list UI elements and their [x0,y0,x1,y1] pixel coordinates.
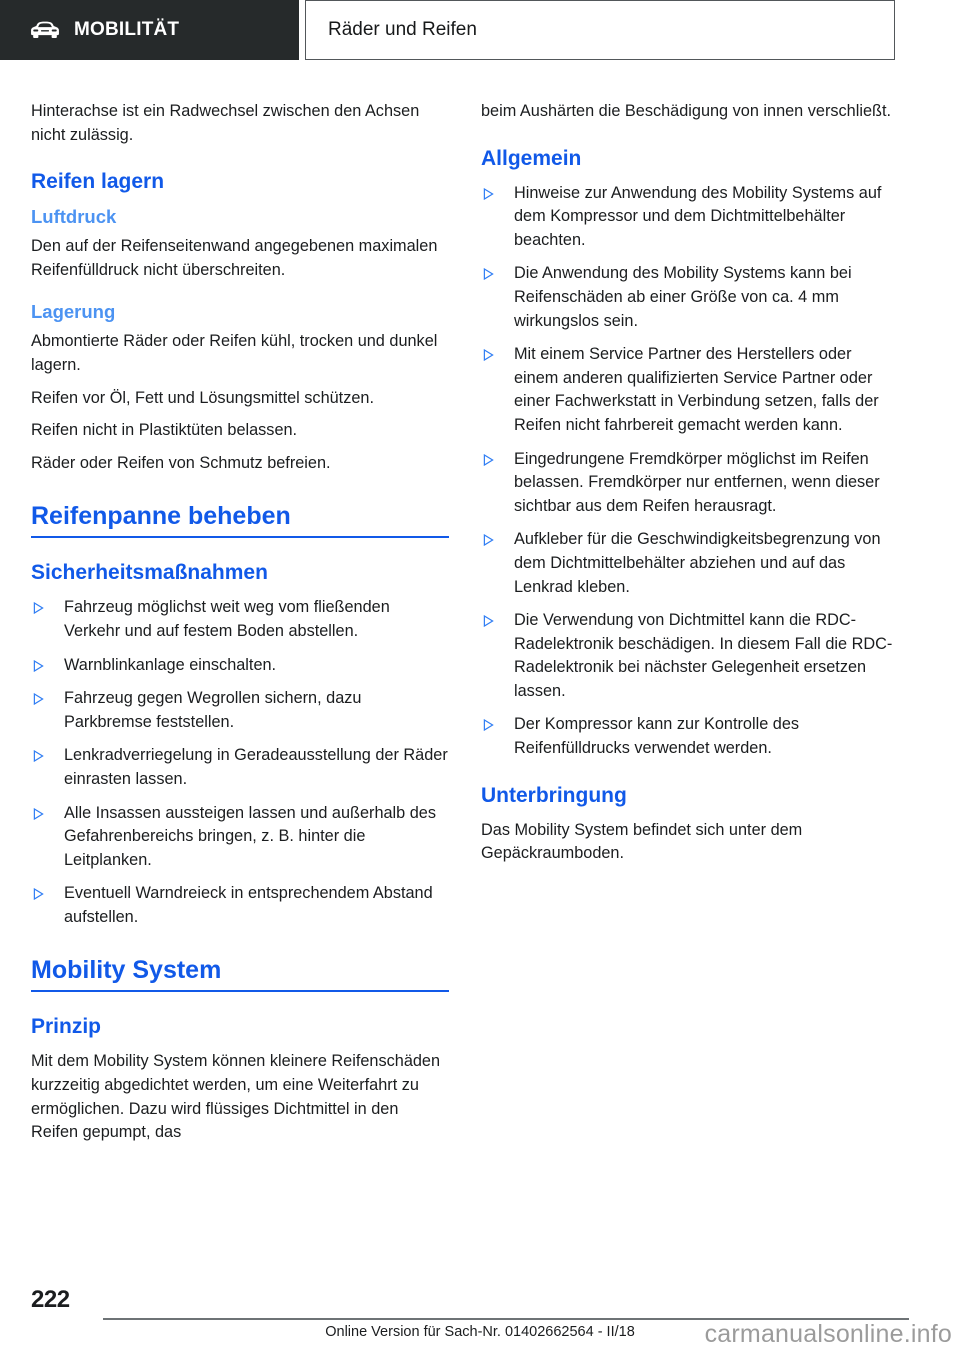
triangle-bullet-icon [483,719,494,731]
page-header [0,0,960,62]
list-item-text: Alle Insassen aussteigen lassen und außerhalb des Gefahrenbereichs bringen, z. B. hinter die Leitplanken. [64,803,436,869]
right-column [481,100,899,878]
heading-luftdruck: Luftdruck [31,206,117,228]
lagerung-paragraph: Reifen vor Öl, Fett und Lösungsmittel schützen. [31,388,374,407]
list-item [481,528,899,599]
list-item [31,654,449,678]
list-item [31,687,449,734]
watermark: carmanualsonline.info [704,1320,952,1348]
unterbringung-paragraph: Das Mobility System befindet sich unter dem Gepäckraumboden. [481,820,803,863]
triangle-bullet-icon [33,888,44,900]
list-item [481,713,899,760]
heading-sicherheitsmassnahmen: Sicherheitsmaßnahmen [31,561,268,585]
heading-unterbringung: Unterbringung [481,783,627,807]
lagerung-paragraph: Abmontierte Räder oder Reifen kühl, trocken und dunkel lagern. [31,332,438,374]
list-item [481,448,899,519]
lagerung-paragraph: Räder oder Reifen von Schmutz befreien. [31,453,331,472]
intro-paragraph: Hinterachse ist ein Radwechsel zwischen den Achsen nicht zulässig. [31,102,420,144]
triangle-bullet-icon [33,602,44,614]
left-column [31,100,449,1157]
list-item [31,596,449,643]
list-item-text: Der Kompressor kann zur Kontrolle des Reifenfülldrucks verwendet werden. [514,715,800,758]
luftdruck-paragraph: Den auf der Reifenseitenwand angegebenen maximalen Reifenfülldruck nicht überschreiten. [31,237,438,279]
list-item-text: Warnblinkanlage einschalten. [64,655,277,674]
list-item [31,744,449,791]
footer-note: Online Version für Sach-Nr. 01402662564 - II/18 [325,1324,635,1340]
heading-mobility-system: Mobility System [31,955,449,992]
triangle-bullet-icon [483,349,494,361]
heading-allgemein: Allgemein [481,146,582,170]
list-item-text: Fahrzeug gegen Wegrollen sichern, dazu Parkbremse feststellen. [64,689,362,731]
chapter-tab[interactable] [0,0,299,60]
sicherheitsmassnahmen-list [31,596,449,929]
list-item-text: Hinweise zur Anwendung des Mobility Systems auf dem Kompressor und dem Dichtmittelbehälter beachten. [514,183,882,249]
list-item-text: Lenkradverriegelung in Geradeausstellung der Räder einrasten lassen. [64,746,448,788]
list-item [31,882,449,929]
list-item-text: Aufkleber für die Geschwindigkeitsbegrenzung von dem Dichtmittelbehälter abziehen und auf das Lenkrad kleben. [514,530,881,596]
triangle-bullet-icon [483,188,494,200]
heading-prinzip: Prinzip [31,1015,102,1039]
list-item-text: Eventuell Warndreieck in entsprechendem Abstand aufstellen. [64,884,433,926]
lagerung-paragraph: Reifen nicht in Plastiktüten belassen. [31,421,298,440]
triangle-bullet-icon [483,268,494,280]
car-front-icon [30,19,60,41]
triangle-bullet-icon [33,660,44,672]
list-item [481,182,899,253]
prinzip-paragraph: Mit dem Mobility System können kleinere Reifenschäden kurzzeitig abgedichtet werden, um eine Weiterfahrt zu ermöglichen. Dazu wird flüssiges Dichtmittel in den Reifen gepumpt, das [31,1052,441,1142]
heading-reifenpanne-beheben: Reifenpanne beheben [31,501,449,538]
page-number: 222 [31,1286,70,1313]
list-item [481,609,899,703]
list-item-text: Die Anwendung des Mobility Systems kann bei Reifenschäden ab einer Größe von ca. 4 mm wirkungslos sein. [514,264,852,330]
triangle-bullet-icon [483,454,494,466]
list-item [481,262,899,333]
list-item [31,802,449,873]
triangle-bullet-icon [33,808,44,820]
triangle-bullet-icon [483,534,494,546]
topic-tab[interactable] [305,0,895,60]
chapter-label: MOBILITÄT [74,19,180,40]
continued-paragraph: beim Aushärten die Beschädigung von innen verschließt. [481,102,891,120]
triangle-bullet-icon [483,615,494,627]
page-footer [0,1272,960,1362]
heading-reifen-lagern: Reifen lagern [31,170,165,194]
list-item-text: Eingedrungene Fremdkörper möglichst im Reifen belassen. Fremdkörper nur entfernen, wenn dieser sichtbar aus dem Reifen herausragt. [514,449,880,515]
triangle-bullet-icon [33,750,44,762]
list-item [481,343,899,437]
list-item-text: Die Verwendung von Dichtmittel kann die RDC-Radelektronik beschädigen. In diesem Fall die RDC-Radelektronik bei nächster Gelegenheit ersetzen lassen. [514,611,893,700]
heading-lagerung: Lagerung [31,301,116,323]
triangle-bullet-icon [33,693,44,705]
topic-tab-label: Räder und Reifen [328,19,477,40]
list-item-text: Mit einem Service Partner des Herstellers oder einem anderen qualifizierten Service Partner oder einer Fachwerkstatt in Verbindung setzen, falls der Reifen nicht fahrbereit gemacht werden kann. [514,345,879,434]
allgemein-list [481,182,899,761]
list-item-text: Fahrzeug möglichst weit weg vom fließenden Verkehr und auf festem Boden abstellen. [64,598,390,640]
